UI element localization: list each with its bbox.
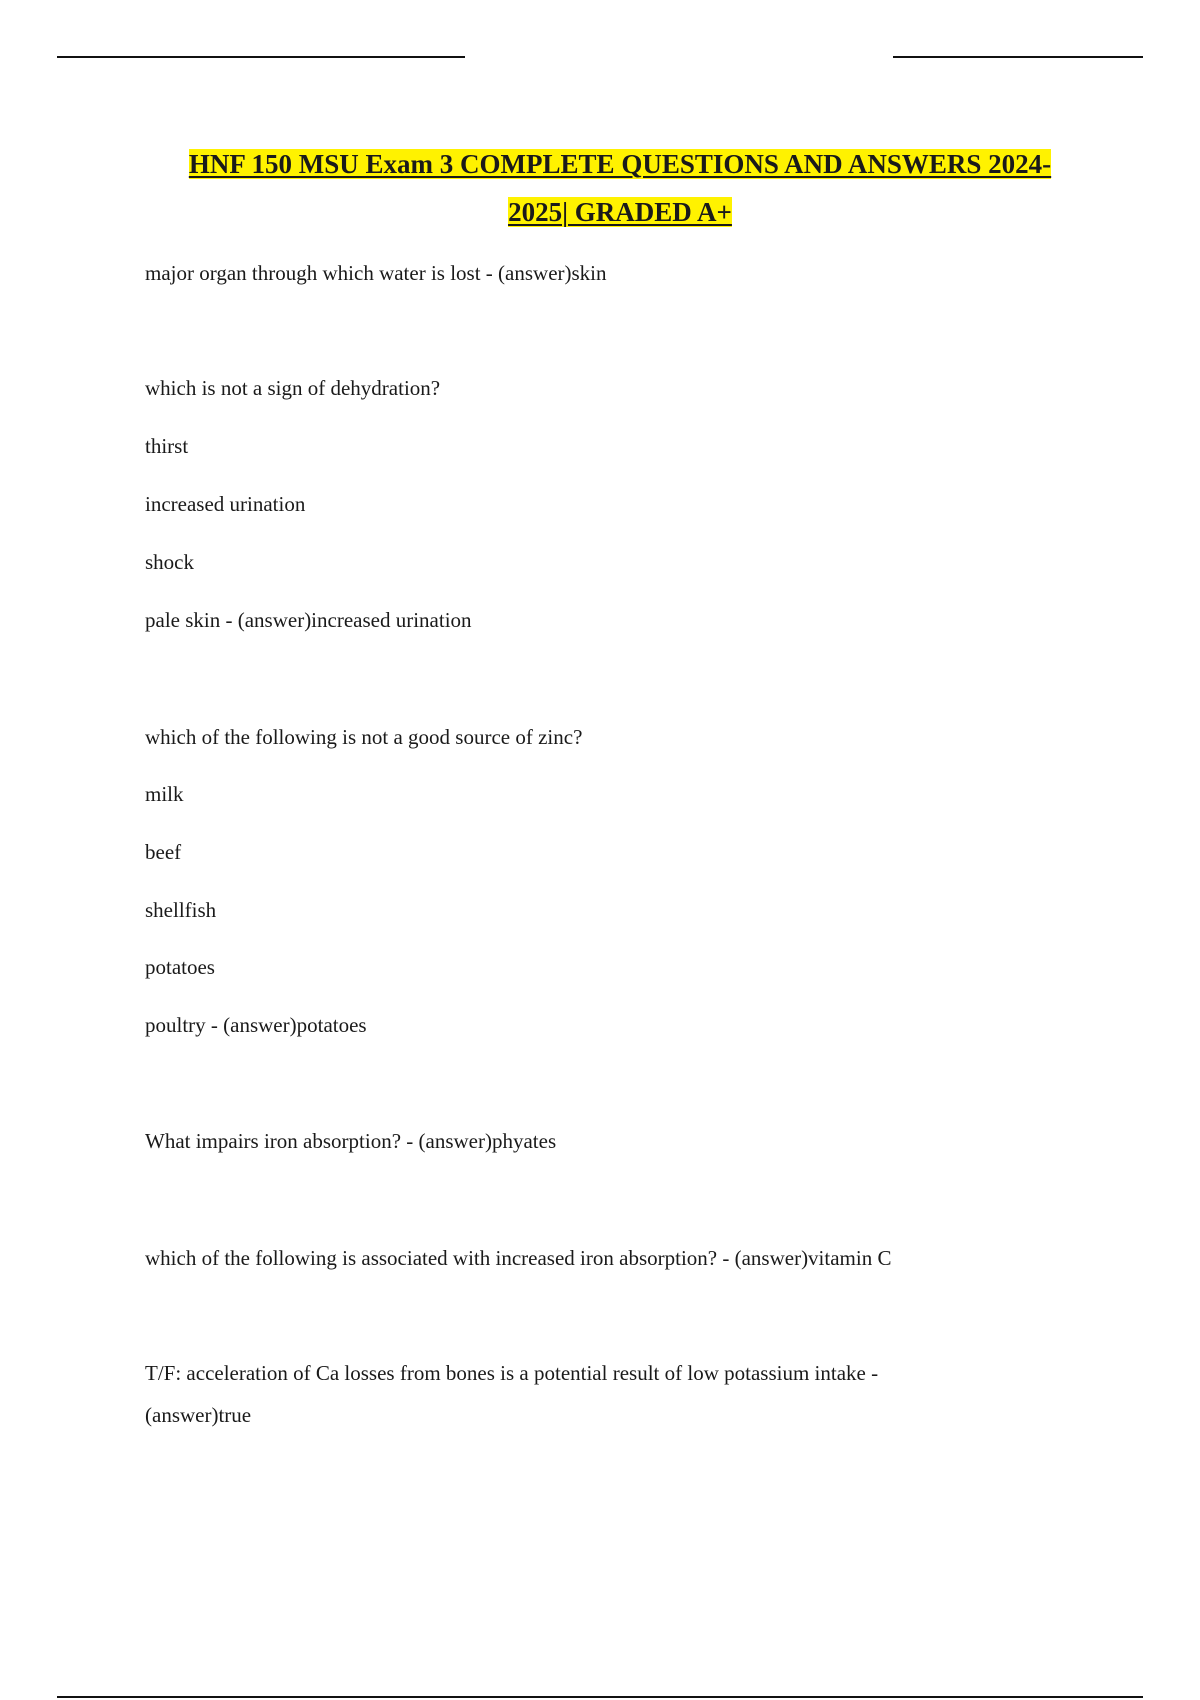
qa-line: which is not a sign of dehydration? xyxy=(145,376,441,400)
qa-line: thirst xyxy=(145,434,189,458)
footer-rule xyxy=(57,1696,1143,1698)
qa-line: which of the following is associated with increased iron absorption? - (answer)vitamin C xyxy=(145,1246,892,1270)
title-line-1: HNF 150 MSU Exam 3 COMPLETE QUESTIONS AND ANSWERS 2024- xyxy=(188,149,1052,179)
qa-line: which of the following is not a good source of zinc? xyxy=(145,725,583,749)
qa-line: T/F: acceleration of Ca losses from bones is a potential result of low potassium intake - xyxy=(145,1361,879,1385)
qa-line: potatoes xyxy=(145,955,215,979)
qa-line: (answer)true xyxy=(145,1403,252,1427)
qa-line: beef xyxy=(145,840,182,864)
qa-line: milk xyxy=(145,782,184,806)
title-line-2: 2025| GRADED A+ xyxy=(508,197,732,227)
qa-line: What impairs iron absorption? - (answer)phyates xyxy=(145,1129,557,1153)
qa-line: shellfish xyxy=(145,898,217,922)
qa-line: poultry - (answer)potatoes xyxy=(145,1013,367,1037)
document-title xyxy=(140,140,1100,236)
qa-line: pale skin - (answer)increased urination xyxy=(145,608,472,632)
qa-line: increased urination xyxy=(145,492,306,516)
header-rule-left xyxy=(57,56,465,58)
qa-line: major organ through which water is lost - (answer)skin xyxy=(145,261,607,285)
qa-line: shock xyxy=(145,550,194,574)
header-rule-right xyxy=(893,56,1143,58)
